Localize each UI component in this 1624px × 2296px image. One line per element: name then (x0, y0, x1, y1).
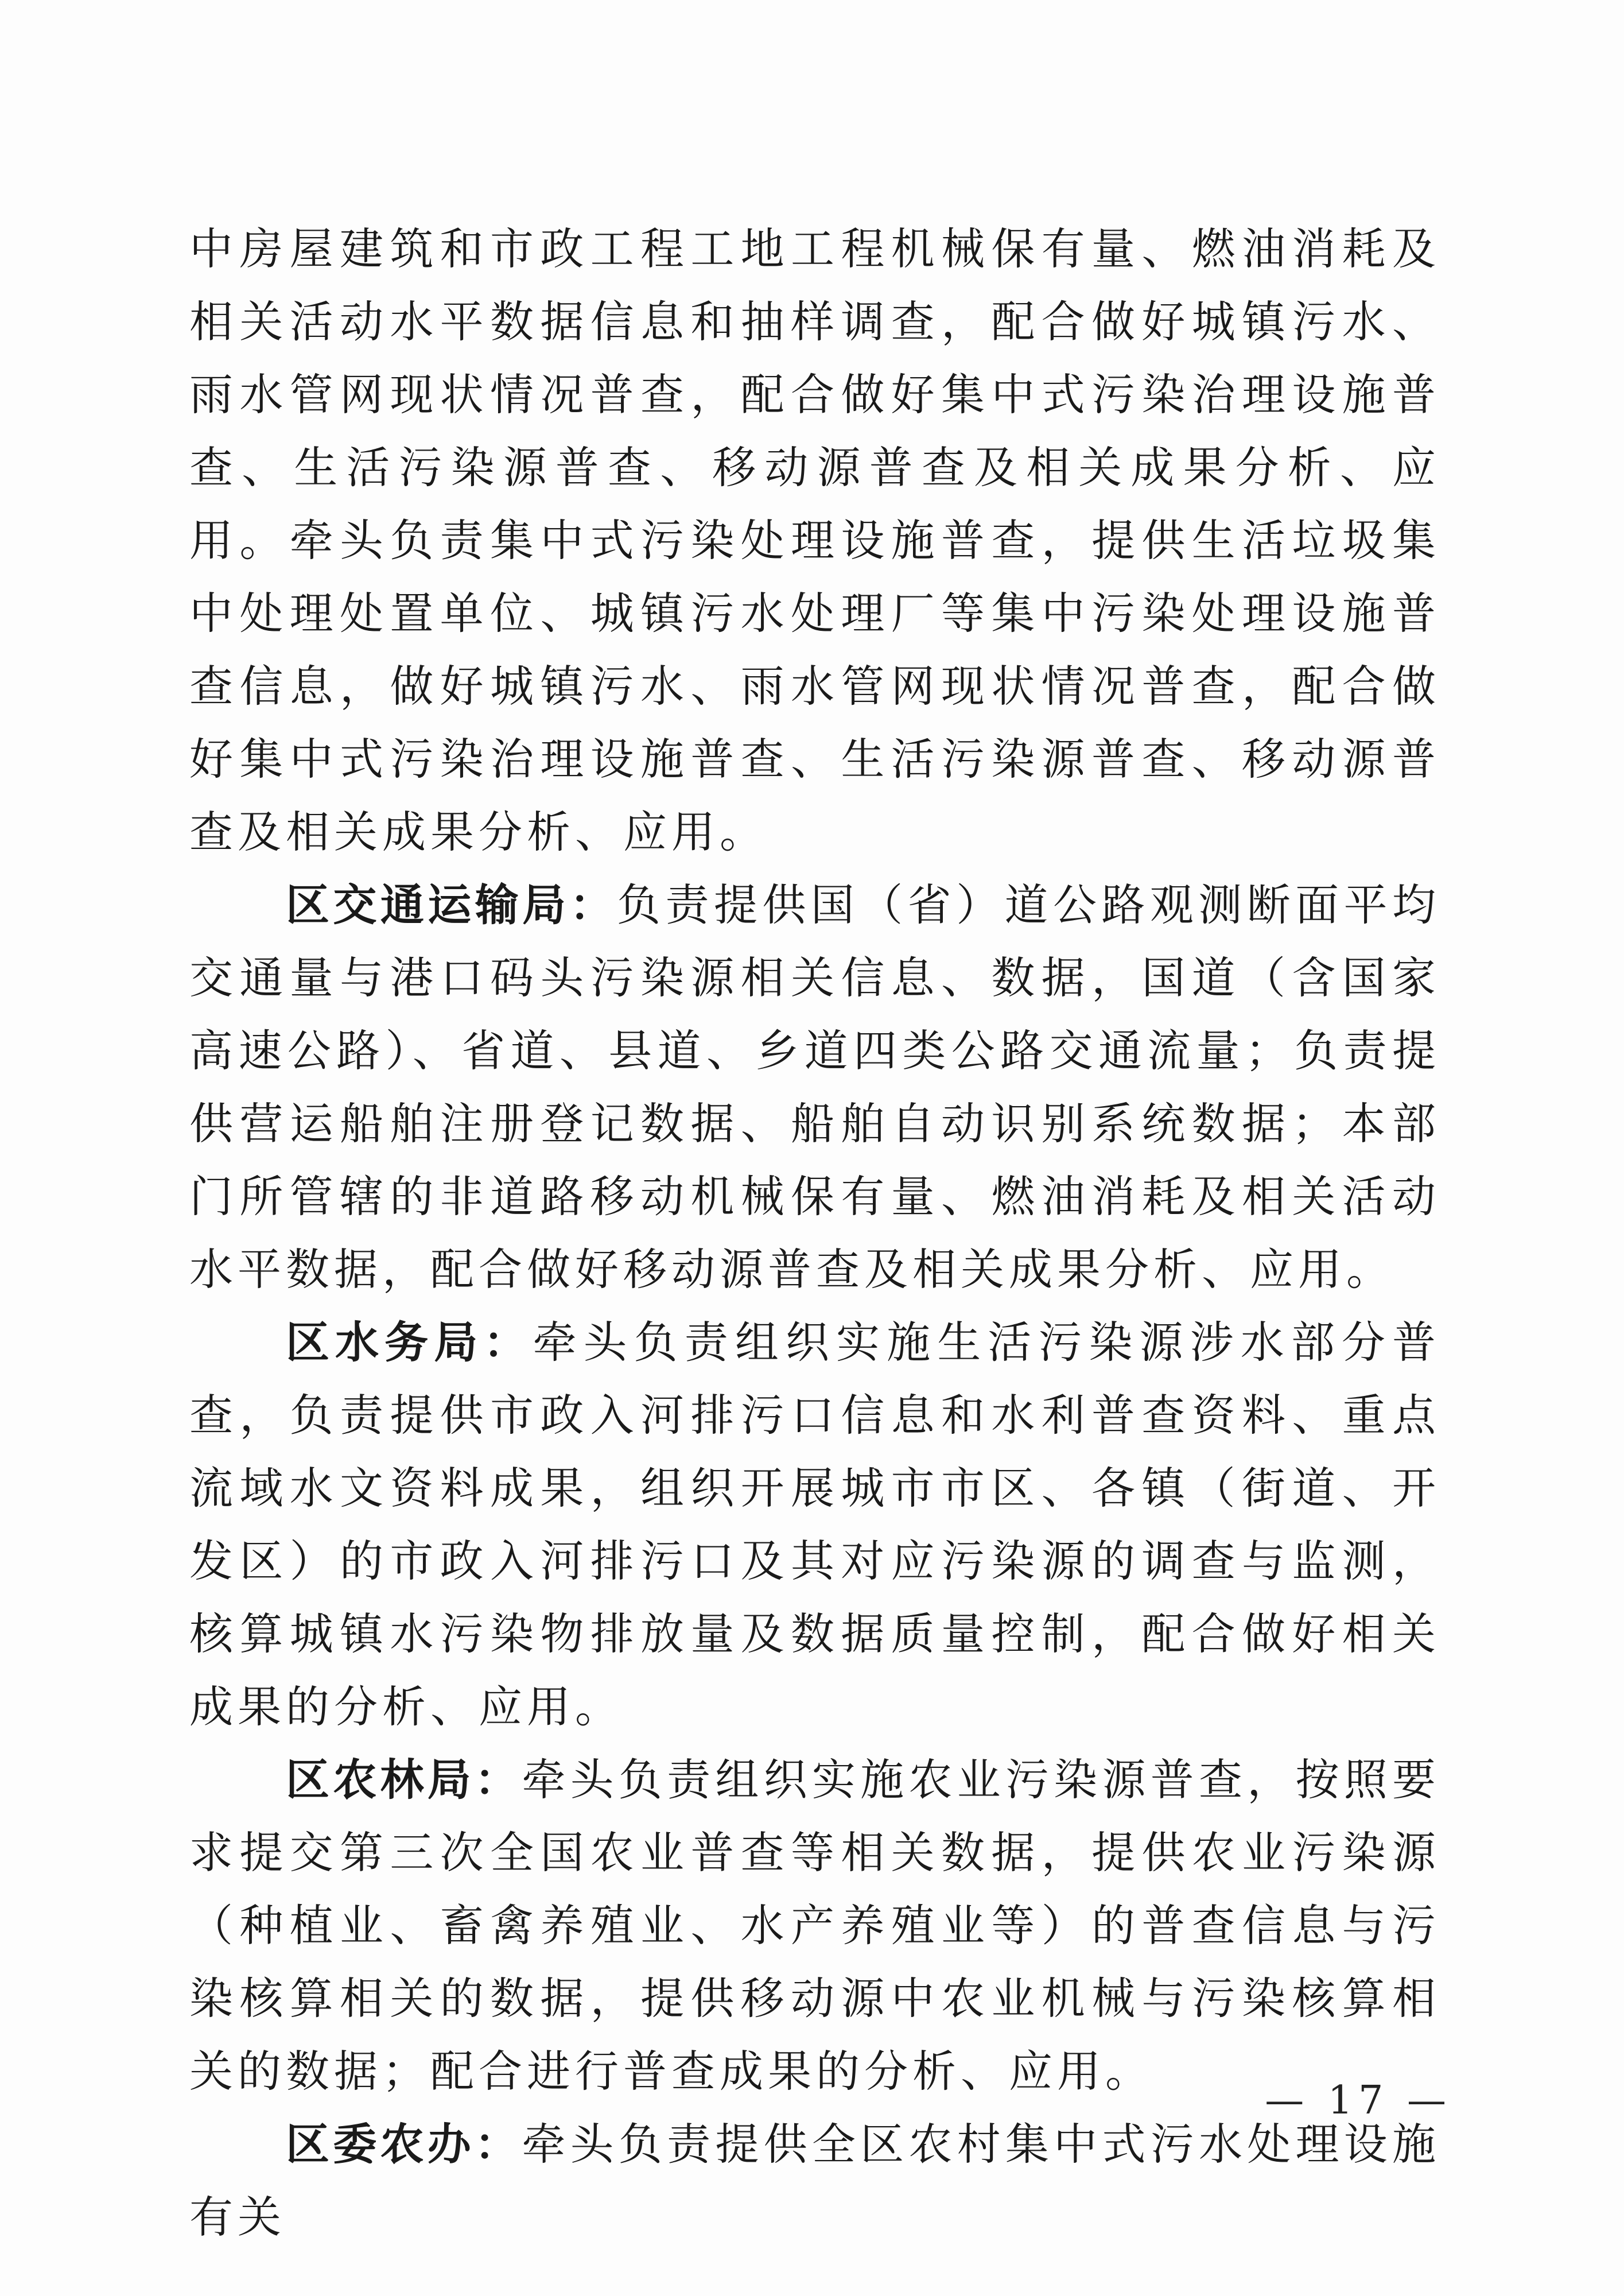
paragraph-continuation (189, 212, 1440, 868)
paragraph-text: 中房屋建筑和市政工程工地工程机械保有量、燃油消耗及相关活动水平数据信息和抽样调查，配合做好城镇污水、雨水管网现状情况普查，配合做好集中式污染治理设施普查、生活污染源普查、移动源普查及相关成果分析、应用。牵头负责集中式污染处理设施普查，提供生活垃圾集中处理处置单位、城镇污水处理厂等集中污染处理设施普查信息，做好城镇污水、雨水管网现状情况普查，配合做好集中式污染治理设施普查、生活污染源普查、移动源普查及相关成果分析、应用。 (189, 223, 1440, 858)
department-label-agriculture: 区农林局： (286, 1754, 522, 1805)
paragraph-text: 负责提供国（省）道公路观测断面平均交通量与港口码头污染源相关信息、数据，国道（含国家高速公路）、省道、县道、乡道四类公路交通流量；负责提供营运船舶注册登记数据、船舶自动识别系统数据；本部门所管辖的非道路移动机械保有量、燃油消耗及相关活动水平数据，配合做好移动源普查及相关成果分析、应用。 (189, 879, 1441, 1295)
department-label-water: 区水务局： (286, 1317, 533, 1368)
paragraph-transport-bureau (189, 868, 1440, 1306)
department-label-rural-office: 区委农办： (286, 2119, 522, 2170)
paragraph-agriculture-bureau (189, 1743, 1440, 2108)
paragraph-text: 牵头负责组织实施农业污染源普查，按照要求提交第三次全国农业普查等相关数据，提供农业污染源（种植业、畜禽养殖业、水产养殖业等）的普查信息与污染核算相关的数据，提供移动源中农业机械与污染核算相关的数据；配合进行普查成果的分析、应用。 (189, 1754, 1441, 2097)
paragraph-rural-office (189, 2108, 1440, 2254)
paragraph-water-bureau (189, 1306, 1440, 1743)
page-number: — 17 — (1265, 2078, 1452, 2123)
department-label-transport: 区交通运输局： (286, 879, 617, 930)
document-body (189, 212, 1440, 2254)
paragraph-text: 牵头负责提供全区农村集中式污水处理设施有关 (189, 2119, 1441, 2243)
paragraph-text: 牵头负责组织实施生活污染源涉水部分普查，负责提供市政入河排污口信息和水利普查资料、重点流域水文资料成果，组织开展城市市区、各镇（街道、开发区）的市政入河排污口及其对应污染源的调查与监测，核算城镇水污染物排放量及数据质量控制，配合做好相关成果的分析、应用。 (189, 1317, 1441, 1732)
